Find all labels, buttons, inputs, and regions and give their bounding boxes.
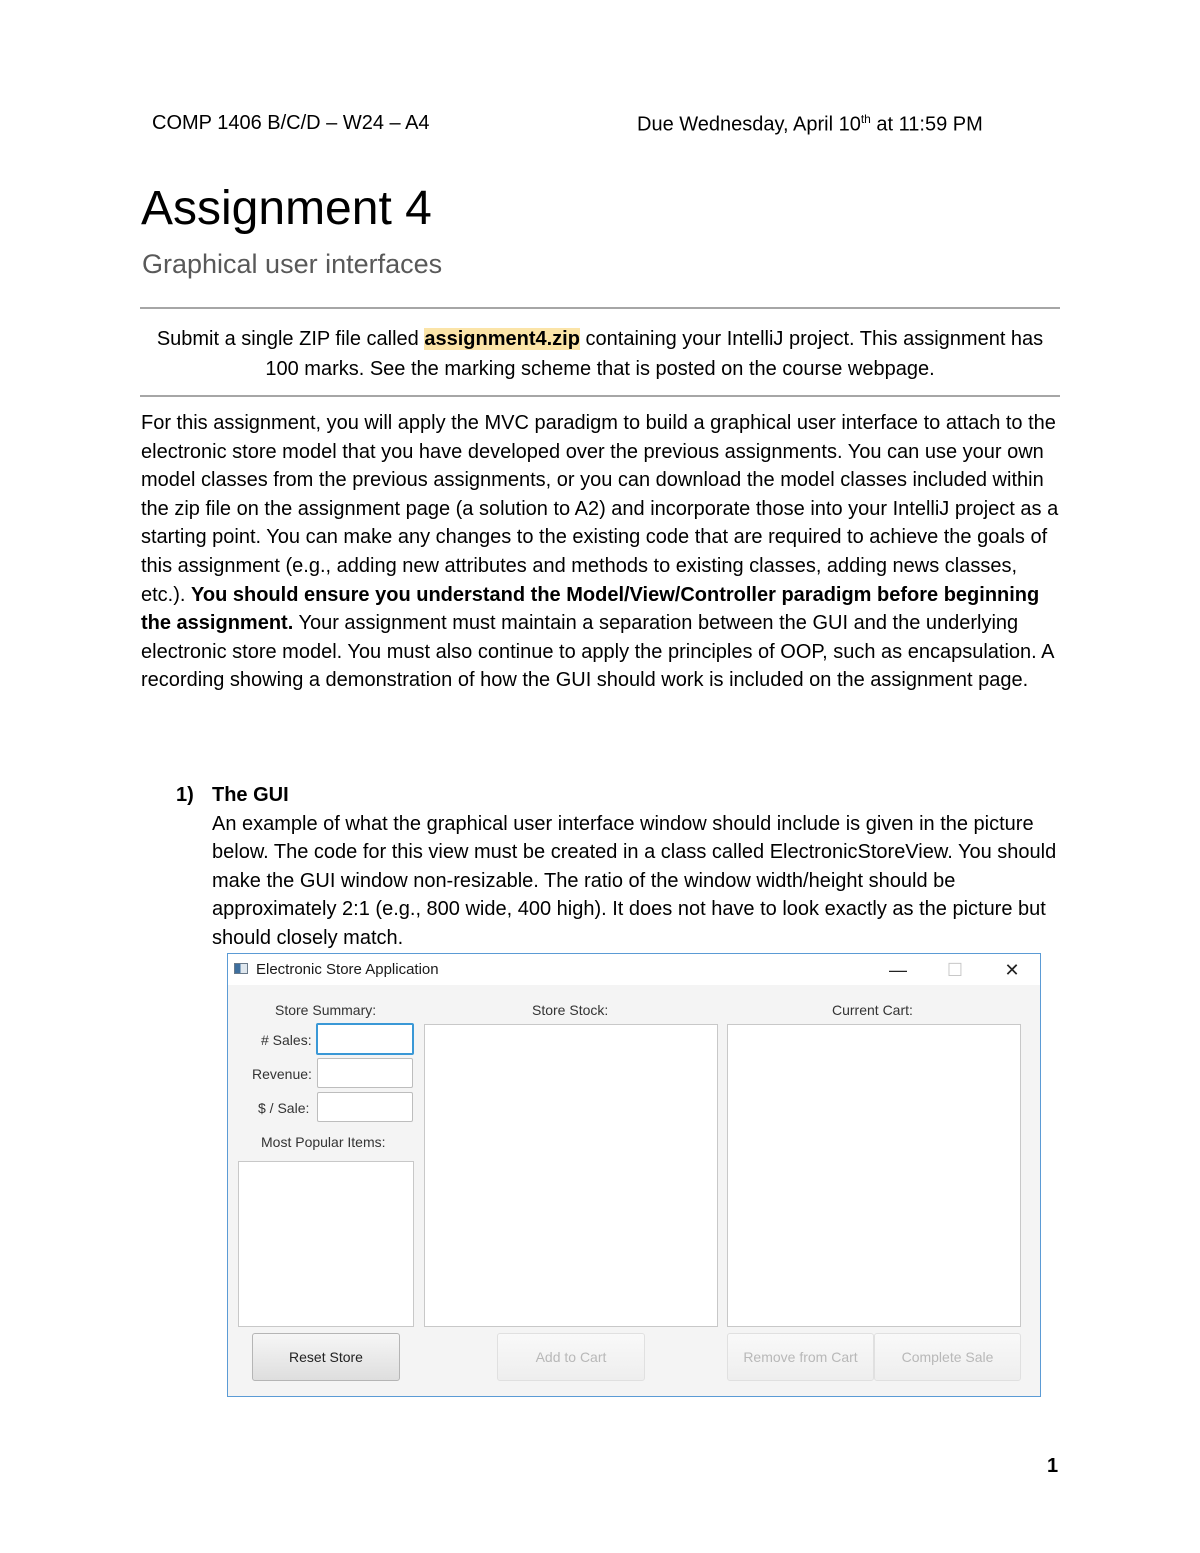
- page-title: Assignment 4: [141, 182, 432, 235]
- bottom-divider: [140, 395, 1060, 397]
- section-body: An example of what the graphical user interface window should include is given in the picture below. The code for this view must be created in a class called ElectronicStoreView. You should make the GUI window non-resizable. The ratio of the window width/height should be approximately 2:1 (e.g., 800 wide, 400 high). It does not have to look exactly as the picture but should closely match.: [212, 812, 1057, 949]
- minimize-icon[interactable]: —: [889, 960, 907, 980]
- current-cart-label: Current Cart:: [832, 1002, 913, 1018]
- intro-paragraph: For this assignment, you will apply the MVC paradigm to build a graphical user interface to attach to the electronic store model that you have developed over the previous assignments. You can use your own model classes from the previous assignments, or you can download the model classes included within the zip file on the assignment page (a solution to A2) and incorporate those into your IntelliJ project as a starting point. You can make any changes to the existing code that are required to achieve the goals of this assignment (e.g., adding new attributes and methods to existing classes, adding news classes, etc.). You should ensure you understand the Model/View/Controller paradigm before beginning the assignment. Your assignment must maintain a separation between the GUI and the underlying electronic store model. You must also continue to apply the principles of OOP, such as encapsulation. A recording showing a demonstration of how the GUI should work is included on the assignment page.: [141, 412, 1059, 692]
- zip-filename: assignment4.zip: [424, 328, 580, 350]
- close-icon[interactable]: ✕: [1004, 960, 1020, 980]
- page-subtitle: Graphical user interfaces: [142, 249, 443, 279]
- popular-items-label: Most Popular Items:: [261, 1134, 386, 1150]
- due-date: Due Wednesday, April 10th at 11:59 PM: [637, 112, 983, 136]
- window-title: Electronic Store Application: [256, 961, 439, 978]
- sales-field[interactable]: [316, 1023, 414, 1055]
- revenue-field[interactable]: [317, 1058, 413, 1088]
- window-titlebar: [228, 954, 1040, 985]
- store-window: [227, 953, 1041, 1397]
- current-cart-list[interactable]: [727, 1024, 1021, 1327]
- add-to-cart-button[interactable]: Add to Cart: [497, 1333, 645, 1381]
- section-gui: [212, 781, 1062, 953]
- course-header: COMP 1406 B/C/D – W24 – A4: [152, 112, 430, 134]
- sales-label: # Sales:: [261, 1032, 312, 1048]
- page-number: 1: [1047, 1455, 1059, 1477]
- top-divider: [140, 307, 1060, 309]
- complete-sale-button[interactable]: Complete Sale: [874, 1333, 1021, 1381]
- section-number: 1): [176, 784, 194, 806]
- per-sale-label: $ / Sale:: [258, 1100, 310, 1116]
- store-stock-label: Store Stock:: [532, 1002, 609, 1018]
- reset-store-button[interactable]: Reset Store: [252, 1333, 400, 1381]
- store-summary-label: Store Summary:: [275, 1002, 377, 1018]
- popular-items-list[interactable]: [238, 1161, 414, 1327]
- section-heading: The GUI: [212, 784, 289, 806]
- remove-from-cart-button[interactable]: Remove from Cart: [727, 1333, 874, 1381]
- per-sale-field[interactable]: [317, 1092, 413, 1122]
- window-app-icon: [234, 963, 248, 974]
- submission-note: Submit a single ZIP file called assignment4.zip containing your IntelliJ project. This assignment has 100 marks. See the marking scheme that is posted on the course webpage.: [156, 328, 1044, 380]
- revenue-label: Revenue:: [252, 1066, 312, 1082]
- store-stock-list[interactable]: [424, 1024, 718, 1327]
- maximize-icon: ☐: [946, 960, 964, 980]
